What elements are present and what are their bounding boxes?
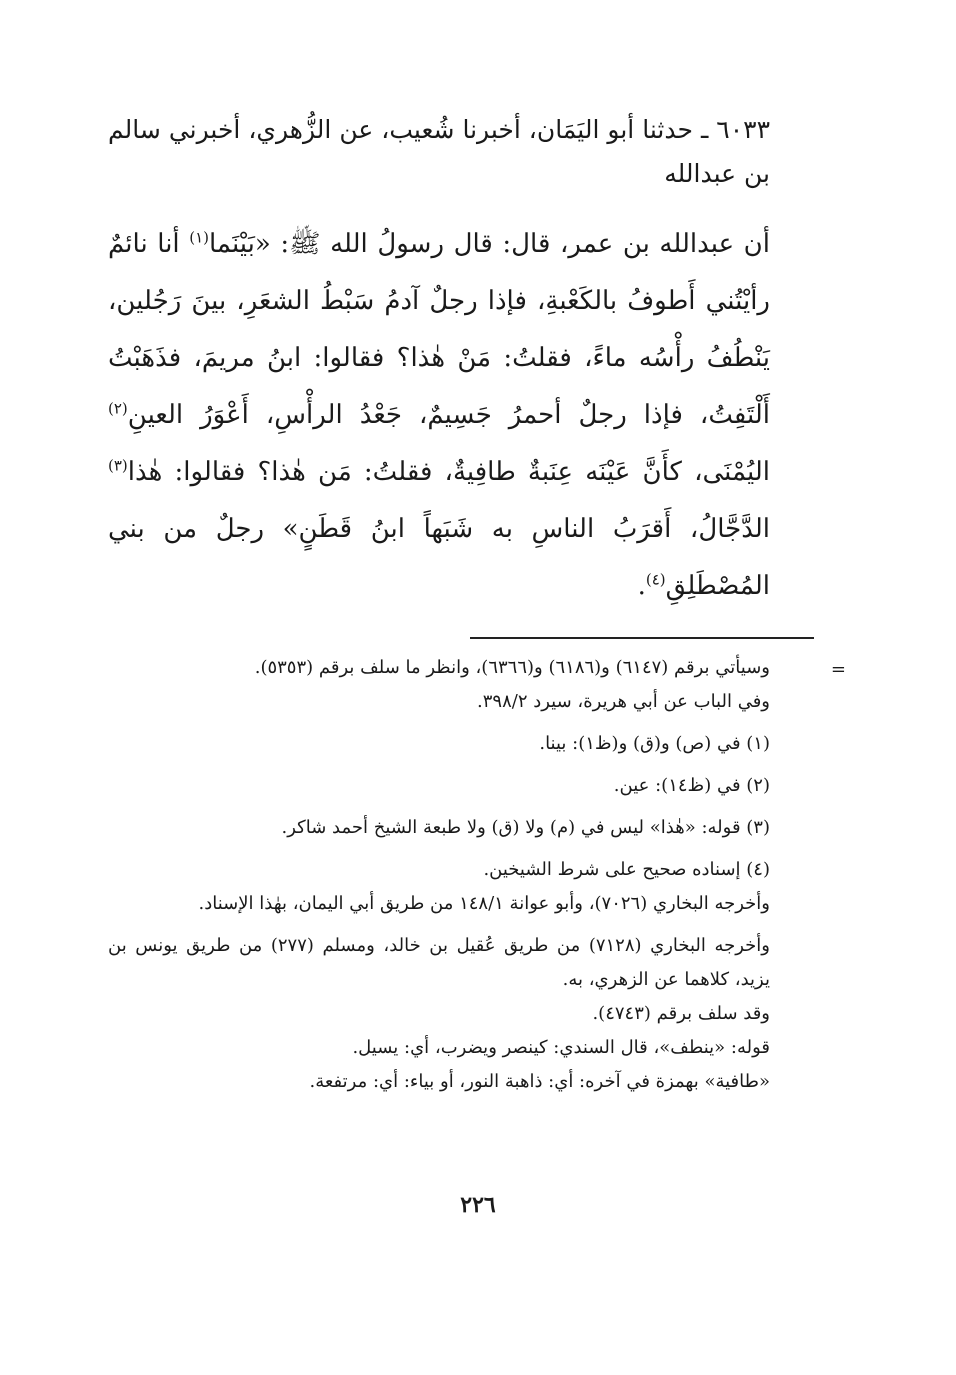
note-line: وأخرجه البخاري (٧٠٢٦)، وأبو عوانة ١٤٨/١ من طريق أبي اليمان، بهٰذا الإسناد. [198, 893, 770, 914]
hadith-isnad: ٦٠٣٣ ـ حدثنا أبو اليَمَان، أخبرنا شُعيب، عن الزُّهري، أخبرني سالم بن عبدالله [108, 115, 770, 188]
footnote-1: (١) في (ص) و(ق) و(ظ١): بينا. [539, 733, 770, 754]
note-line: وقد سلف برقم (٤٧٤٣). [592, 1003, 770, 1024]
footnote-separator-wrap [108, 637, 814, 639]
footnote-marker-4[interactable]: (٤) [645, 570, 666, 589]
note-line: وأخرجه البخاري (٧١٢٨) من طريق عُقيل بن خالد، ومسلم (٢٧٧) من طريق يونس بن يزيد، كلاهما عن الزهري، به. [108, 935, 770, 990]
footnote-separator [470, 637, 814, 639]
footnote-2: (٢) في (ظ١٤): عين. [613, 775, 770, 796]
matn-end: . [637, 571, 646, 601]
footnote-marker-1[interactable]: (١) [189, 228, 209, 247]
note-line: «طافية» بهمزة في آخره: أي: ذاهبة النور، أو بياء: أي: مرتفعة. [309, 1071, 770, 1092]
footnotes [108, 651, 846, 1099]
matn-part-2: أنا نائمٌ رأيْتُني أَطوفُ بالكَعْبةِ، فإذا رجلٌ آدمُ سَبْطُ الشعَرِ، بينَ رَجُلين، يَنْطُفُ رأْسُه ماءً، فقلتُ: مَنْ هٰذا؟ فقالوا: ابنُ مريمَ، فذَهَبْتُ أَلْتَفِتُ، فإذا رجلٌ أحمرُ جَسِيمٌ، جَعْدُ الرأْسِ، أَعْوَرُ العينِ [108, 229, 770, 430]
footnote-marker-3[interactable]: (٣) [108, 456, 128, 475]
note-line: قوله: «ينطف»، قال السندي: كينصر ويضرب، أي: يسيل. [352, 1037, 770, 1058]
matn-part-3: اليُمْنَى، كأَنَّ عَيْنَه عِنَبةٌ طافِيةٌ، فقلتُ: مَن هٰذا؟ فقالوا: هٰذا [127, 457, 770, 487]
continuation-mark: = [830, 659, 846, 680]
hadith-matn [108, 216, 814, 615]
page-content [108, 108, 846, 1099]
matn-part-4: الدَّجَّالُ، أَقرَبُ الناسِ به شَبَهاً ابنُ قَطَنٍ» رجلٌ من بني المُصْطَلِقِ [108, 514, 770, 601]
footnote-4: (٤) إسناده صحيح على شرط الشيخين. [483, 859, 770, 880]
matn-part-1: أن عبدالله بن عمر، قال: قال رسولُ الله ﷺ: «بَيْنَما [209, 229, 770, 259]
footnote-marker-2[interactable]: (٢) [108, 399, 128, 418]
footnote-3: (٣) قوله: «هٰذا» ليس في (م) ولا (ق) ولا طبعة الشيخ أحمد شاكر. [281, 817, 770, 838]
note-line: وفي الباب عن أبي هريرة، سيرد ٣٩٨/٢. [477, 691, 770, 712]
page-number: ٢٢٦ [460, 1192, 496, 1218]
note-line: وسيأتي برقم (٦١٤٧) و(٦١٨٦) و(٦٣٦٦)، وانظر ما سلف برقم (٥٣٥٣). [254, 657, 770, 678]
